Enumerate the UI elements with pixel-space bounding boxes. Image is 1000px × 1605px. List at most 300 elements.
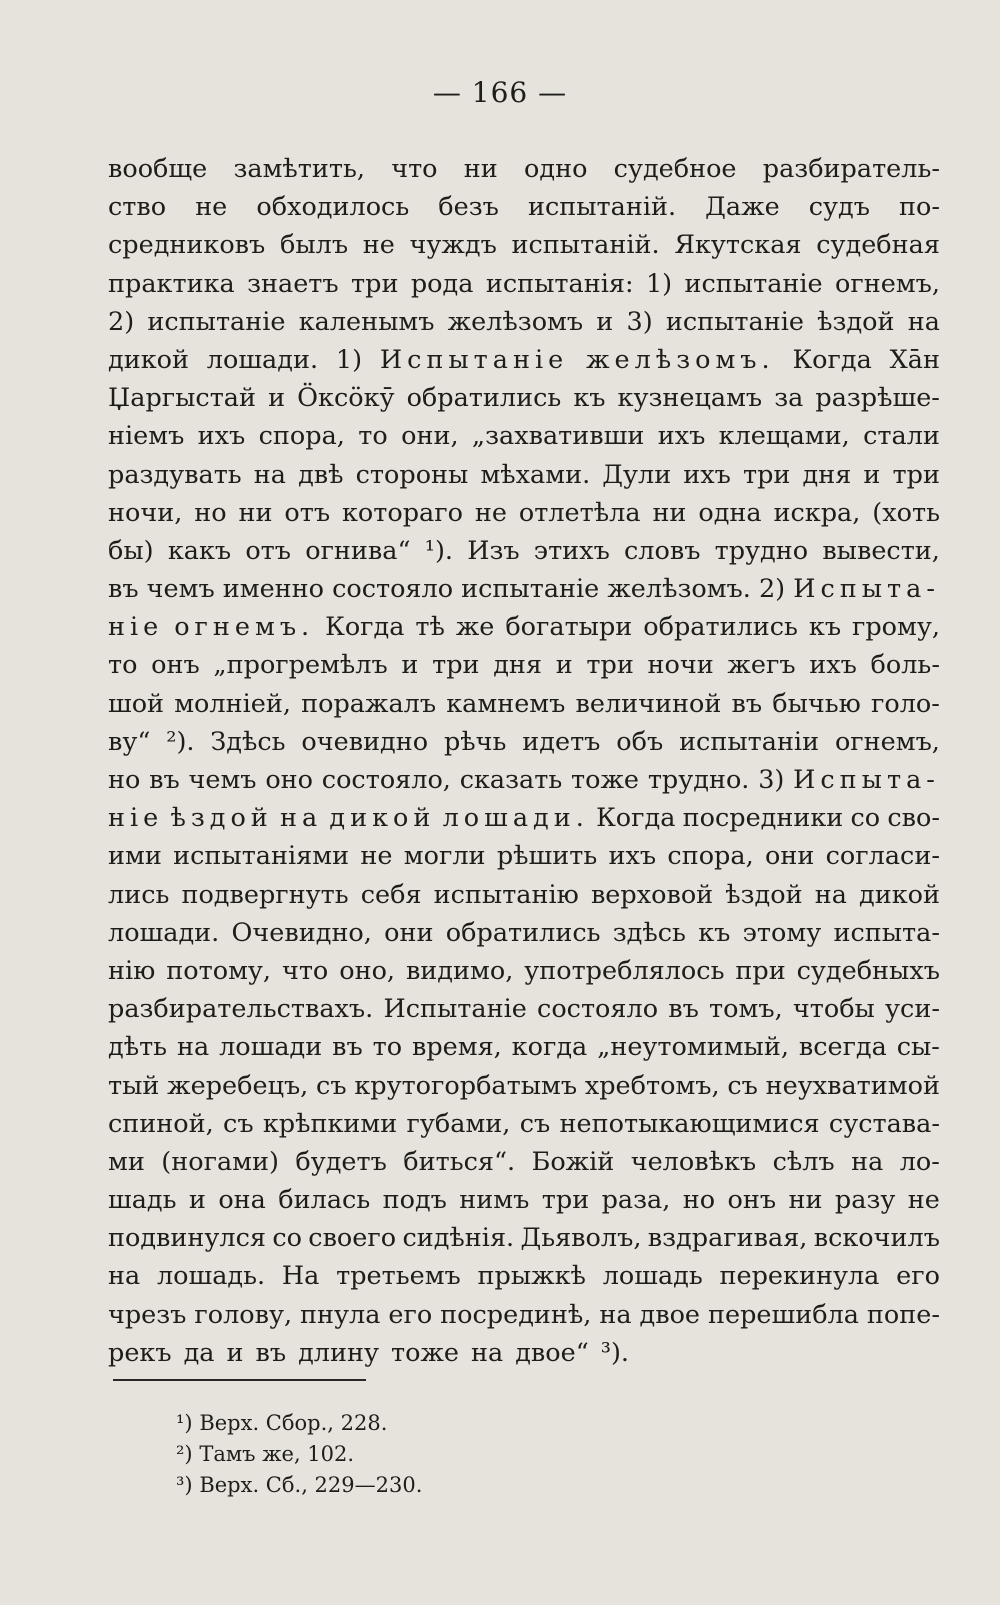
word: не xyxy=(360,841,393,872)
word: клещами, xyxy=(718,421,850,452)
footnotes xyxy=(176,1408,422,1501)
word: что xyxy=(391,154,438,184)
text-line xyxy=(108,646,940,684)
word: согласи- xyxy=(825,841,940,872)
word: двѣ xyxy=(298,459,344,490)
word: то xyxy=(372,1032,403,1063)
word: судъ xyxy=(808,192,870,223)
word: сы- xyxy=(896,1032,940,1063)
footnote-text: Верх. Сбор., 228. xyxy=(199,1411,388,1435)
word: нимъ xyxy=(459,1185,530,1216)
word: лошади xyxy=(219,1032,323,1063)
word: они xyxy=(384,917,434,948)
word: Џаргыстай xyxy=(108,383,257,414)
word: три xyxy=(892,459,940,490)
word: Когда xyxy=(792,344,872,375)
footnote xyxy=(176,1439,422,1470)
footnote-mark: ¹) xyxy=(176,1411,193,1435)
word: видимо, xyxy=(405,955,514,986)
word: Испыта- xyxy=(793,765,940,795)
text-line xyxy=(108,1028,940,1066)
word: на xyxy=(814,879,847,910)
text-line xyxy=(108,1181,940,1219)
word: къ xyxy=(808,612,842,643)
word: судебное xyxy=(613,154,737,184)
word: то xyxy=(108,650,138,681)
word: вскочилъ xyxy=(813,1223,940,1254)
word: дня xyxy=(493,650,543,681)
word: дикой xyxy=(108,344,189,375)
word: попе- xyxy=(866,1299,940,1330)
word: огнива“ xyxy=(305,535,411,566)
word: его xyxy=(896,1261,940,1292)
footnote-text: Тамъ же, 102. xyxy=(199,1442,355,1466)
word: жеребецъ, xyxy=(167,1070,309,1101)
word: томъ, xyxy=(709,994,783,1025)
word: дня xyxy=(802,459,852,490)
word: на xyxy=(253,459,286,490)
word: одна xyxy=(698,497,762,528)
word: на xyxy=(108,1261,141,1292)
word: лись xyxy=(108,879,170,910)
word: Здѣсь xyxy=(210,726,286,757)
word: да xyxy=(183,1337,215,1368)
word: сустава- xyxy=(828,1108,940,1139)
word: тоже xyxy=(390,1337,459,1368)
word: здѣсь xyxy=(612,917,686,948)
word: неухватимой xyxy=(765,1070,940,1101)
word: трудно. xyxy=(647,765,750,795)
word: чемъ xyxy=(146,574,215,605)
word: Испыта- xyxy=(793,574,940,605)
word: голову, xyxy=(194,1299,293,1330)
word: ихъ xyxy=(683,459,731,490)
word: судебная xyxy=(816,230,940,261)
word: чрезъ xyxy=(108,1299,187,1330)
word: идетъ xyxy=(522,726,601,757)
word: длину xyxy=(298,1337,379,1368)
word: ¹). xyxy=(424,535,454,566)
word: къ xyxy=(573,383,606,414)
word: рекъ xyxy=(108,1337,172,1368)
word: въ xyxy=(668,994,699,1025)
word: три xyxy=(586,650,634,681)
word: отъ xyxy=(284,497,331,528)
word: три xyxy=(743,459,791,490)
word: испытанію xyxy=(433,879,579,910)
word: желѣзомъ. xyxy=(607,574,751,605)
word: лошади. xyxy=(442,803,589,834)
word: Когда xyxy=(325,612,405,643)
text-line xyxy=(108,761,940,799)
word: подъ xyxy=(382,1185,447,1216)
word: билась xyxy=(278,1185,371,1216)
word: дикой xyxy=(329,803,436,834)
word: по- xyxy=(899,192,940,223)
word: бы) xyxy=(108,535,154,566)
word: раздувать xyxy=(108,459,242,490)
word: испытаніе xyxy=(147,306,286,337)
word: двое xyxy=(639,1299,701,1330)
text-line xyxy=(108,226,940,264)
word: искра, xyxy=(773,497,861,528)
word: шадь xyxy=(108,1185,177,1216)
word: вообще xyxy=(108,154,208,184)
word: голо- xyxy=(871,688,940,719)
word: могли xyxy=(403,841,486,872)
word: желѣзомъ. xyxy=(586,344,775,375)
text-line xyxy=(108,379,940,417)
word: этому xyxy=(742,917,822,948)
word: со xyxy=(272,1223,302,1254)
word: ни xyxy=(238,497,273,528)
word: чуждъ xyxy=(409,230,497,261)
word: оно xyxy=(265,765,314,795)
word: чтобы xyxy=(792,994,875,1025)
word: сидѣнія. xyxy=(402,1223,515,1254)
word: Изъ xyxy=(467,535,520,566)
word: ²). xyxy=(166,726,195,757)
word: но xyxy=(682,1185,716,1216)
word: былъ xyxy=(279,230,349,261)
text-line xyxy=(108,608,940,646)
word: спора, xyxy=(258,421,345,452)
word: что xyxy=(281,955,329,986)
word: человѣкъ xyxy=(630,1146,757,1177)
word: ночи, xyxy=(108,497,183,528)
word: ніе xyxy=(108,612,164,643)
word: „захвативши xyxy=(471,421,645,452)
word: его xyxy=(388,1299,433,1330)
word: разрѣше- xyxy=(815,383,940,414)
word: въ xyxy=(108,574,139,605)
word: въ xyxy=(255,1337,287,1368)
word: испыта- xyxy=(833,917,940,948)
word: и xyxy=(596,306,614,337)
word: разбиратель- xyxy=(762,154,940,184)
word: объ xyxy=(616,726,664,757)
word: обратились xyxy=(406,383,562,414)
word: всегда xyxy=(798,1032,887,1063)
word: именно xyxy=(222,574,324,605)
word: 1) xyxy=(335,344,363,375)
word: спора, xyxy=(667,841,754,872)
word: Öксöкӯ xyxy=(297,383,395,414)
word: шой xyxy=(108,688,165,719)
word: Испытаніе xyxy=(383,994,527,1025)
word: отлетѣла xyxy=(518,497,641,528)
word: 3) xyxy=(626,306,653,337)
word: въ xyxy=(332,1032,363,1063)
word: двое“ xyxy=(515,1337,589,1368)
word: съ xyxy=(316,1070,347,1101)
word: Когда xyxy=(596,803,676,834)
word: употреблялось xyxy=(524,955,725,986)
word: но xyxy=(108,765,141,795)
word: Даже xyxy=(705,192,780,223)
word: безъ xyxy=(438,192,499,223)
word: посрединѣ, xyxy=(440,1299,592,1330)
text-line xyxy=(108,188,940,226)
text-line xyxy=(108,876,940,914)
word: 3) xyxy=(758,765,785,795)
word: каленымъ xyxy=(298,306,435,337)
word: молніей, xyxy=(174,688,291,719)
word: своего xyxy=(308,1223,397,1254)
word: хребтомъ, xyxy=(584,1070,720,1101)
word: и xyxy=(863,459,881,490)
text-line xyxy=(108,1067,940,1105)
word: дѣть xyxy=(108,1032,168,1063)
word: въ xyxy=(731,688,763,719)
word: лошадь xyxy=(602,1261,703,1292)
word: тѣ xyxy=(415,612,445,643)
text-line xyxy=(108,1219,940,1257)
word: рѣчь xyxy=(443,726,507,757)
word: же xyxy=(455,612,495,643)
word: посредники xyxy=(682,803,844,834)
word: рѣшить xyxy=(496,841,598,872)
text-line xyxy=(108,914,940,952)
word: огнемъ, xyxy=(835,268,940,299)
word: съ xyxy=(223,1108,254,1139)
word: уси- xyxy=(885,994,940,1025)
text-line xyxy=(108,303,940,341)
word: грому, xyxy=(852,612,940,643)
word: ніемъ xyxy=(108,421,185,452)
word: себя xyxy=(360,879,422,910)
word: лошади. xyxy=(108,917,220,948)
word: вздрагивая, xyxy=(647,1223,808,1254)
word: замѣтить, xyxy=(233,154,365,184)
word: испытаній. xyxy=(511,230,660,261)
word: ство xyxy=(108,192,167,223)
word: на xyxy=(599,1299,632,1330)
word: Хāн xyxy=(889,344,940,375)
word: испытаніями xyxy=(173,841,350,872)
word: къ xyxy=(698,917,731,948)
footnote-divider xyxy=(113,1379,366,1381)
word: ѣздой xyxy=(817,306,895,337)
word: на xyxy=(851,1146,884,1177)
word: трудно xyxy=(714,535,809,566)
word: вывести, xyxy=(822,535,940,566)
text-line xyxy=(108,456,940,494)
word: ѣздой xyxy=(170,803,273,834)
word: перешибла xyxy=(707,1299,859,1330)
word: величиной xyxy=(575,688,722,719)
word: не xyxy=(907,1185,940,1216)
word: состояло, xyxy=(321,765,451,795)
word: дикой xyxy=(859,879,940,910)
word: подвергнуть xyxy=(181,879,349,910)
word: испытаніи xyxy=(679,726,820,757)
word: желѣзомъ xyxy=(447,306,584,337)
text-line xyxy=(108,417,940,455)
word: тый xyxy=(108,1070,160,1101)
word: сво- xyxy=(887,803,940,834)
word: котораго xyxy=(341,497,463,528)
word: ихъ xyxy=(608,841,657,872)
word: знаетъ xyxy=(247,268,339,299)
word: испытаніе xyxy=(461,574,600,605)
word: поражалъ xyxy=(301,688,437,719)
word: на xyxy=(176,1032,210,1063)
text-line xyxy=(108,1257,940,1295)
text-line xyxy=(108,494,940,532)
word: обходилось xyxy=(256,192,410,223)
text-line xyxy=(108,837,940,875)
word: одно xyxy=(524,154,588,184)
word: съ xyxy=(519,1108,551,1139)
word: обратились xyxy=(445,917,601,948)
word: стали xyxy=(863,421,940,452)
text-line xyxy=(108,1105,940,1143)
word: Якутская xyxy=(674,230,802,261)
word: практика xyxy=(108,268,235,299)
word: со xyxy=(850,803,881,834)
footnote xyxy=(176,1408,422,1439)
word: верховой xyxy=(590,879,714,910)
text-line xyxy=(108,990,940,1028)
word: состояло xyxy=(537,994,659,1025)
word: ло- xyxy=(899,1146,940,1177)
word: не xyxy=(362,230,395,261)
word: время, xyxy=(411,1032,502,1063)
word: ни xyxy=(463,154,498,184)
word: три xyxy=(541,1185,590,1216)
word: Дьяволъ, xyxy=(520,1223,642,1254)
word: крѣпкими xyxy=(262,1108,398,1139)
word: лошади. xyxy=(206,344,319,375)
word: ніе xyxy=(108,803,164,834)
word: пнула xyxy=(300,1299,381,1330)
word: губами, xyxy=(406,1108,511,1139)
page-number: — 166 — xyxy=(432,76,568,109)
text-line xyxy=(108,1296,940,1334)
text-line xyxy=(108,723,940,761)
text-line xyxy=(108,341,940,379)
text-line xyxy=(108,532,940,570)
word: непотыкающимися xyxy=(559,1108,820,1139)
word: ни xyxy=(788,1185,823,1216)
text-line xyxy=(108,799,940,837)
word: судебныхъ xyxy=(796,955,940,986)
word: средниковъ xyxy=(108,230,266,261)
word: ихъ xyxy=(657,421,706,452)
word: рода xyxy=(410,268,474,299)
word: На xyxy=(281,1261,320,1292)
footnote-mark: ²) xyxy=(176,1442,193,1466)
text-line xyxy=(108,265,940,303)
word: три xyxy=(351,268,399,299)
word: огнемъ. xyxy=(174,612,315,643)
word: крутогорбатымъ xyxy=(354,1070,578,1101)
word: стороны xyxy=(355,459,469,490)
word: бычью xyxy=(772,688,861,719)
footnote xyxy=(176,1470,422,1501)
word: состояло xyxy=(332,574,454,605)
word: ву“ xyxy=(108,726,151,757)
word: ³). xyxy=(600,1337,630,1368)
word: сказать xyxy=(459,765,563,795)
footnote-text: Верх. Сб., 229—230. xyxy=(199,1473,423,1497)
word: (хоть xyxy=(872,497,940,528)
word: будетъ xyxy=(295,1146,387,1177)
word: ми xyxy=(108,1146,145,1177)
word: онъ xyxy=(151,650,200,681)
word: онъ xyxy=(727,1185,777,1216)
word: ихъ xyxy=(197,421,246,452)
word: потому, xyxy=(166,955,272,986)
word: ими xyxy=(108,841,162,872)
word: огнемъ, xyxy=(834,726,940,757)
word: сѣлъ xyxy=(772,1146,835,1177)
word: лошадь. xyxy=(156,1261,266,1292)
word: тоже xyxy=(571,765,640,795)
word: очевидно xyxy=(301,726,429,757)
word: камнемъ xyxy=(446,688,566,719)
word: какъ xyxy=(167,535,232,566)
word: перекинула xyxy=(719,1261,880,1292)
word: раза, xyxy=(601,1185,671,1216)
word: три xyxy=(432,650,480,681)
word: нію xyxy=(108,955,156,986)
body-text xyxy=(108,150,940,1372)
word: оно, xyxy=(339,955,396,986)
word: въ xyxy=(149,765,180,795)
word: Испытаніе xyxy=(379,344,569,375)
text-line xyxy=(108,570,940,608)
word: когда xyxy=(511,1032,588,1063)
word: и xyxy=(268,383,286,414)
word: Очевидно, xyxy=(231,917,372,948)
word: испытаніе xyxy=(684,268,823,299)
word: испытаніе xyxy=(665,306,804,337)
word: „неутомимый, xyxy=(597,1032,789,1063)
word: не xyxy=(195,192,228,223)
word: на xyxy=(907,306,940,337)
footnote-mark: ³) xyxy=(176,1473,193,1497)
word: мѣхами. xyxy=(480,459,591,490)
word: третьемъ xyxy=(336,1261,461,1292)
word: разу xyxy=(834,1185,896,1216)
word: они xyxy=(764,841,815,872)
word: боль- xyxy=(870,650,940,681)
word: разбирательствахъ. xyxy=(108,994,374,1025)
text-line xyxy=(108,1143,940,1181)
word: отъ xyxy=(245,535,292,566)
word: Божій xyxy=(531,1146,615,1177)
word: испытаній. xyxy=(527,192,677,223)
word: ихъ xyxy=(809,650,857,681)
word: и xyxy=(401,650,419,681)
text-line xyxy=(108,685,940,723)
word: 2) xyxy=(758,574,786,605)
word: на xyxy=(471,1337,504,1368)
word: и xyxy=(188,1185,206,1216)
word: жегъ xyxy=(727,650,796,681)
word: за xyxy=(774,383,804,414)
word: прыжкѣ xyxy=(477,1261,586,1292)
word: то xyxy=(358,421,388,452)
word: кузнецамъ xyxy=(617,383,763,414)
word: спиной, xyxy=(108,1108,214,1139)
word: ночи xyxy=(647,650,714,681)
word: и xyxy=(226,1337,244,1368)
word: при xyxy=(735,955,786,986)
word: обратились xyxy=(643,612,798,643)
